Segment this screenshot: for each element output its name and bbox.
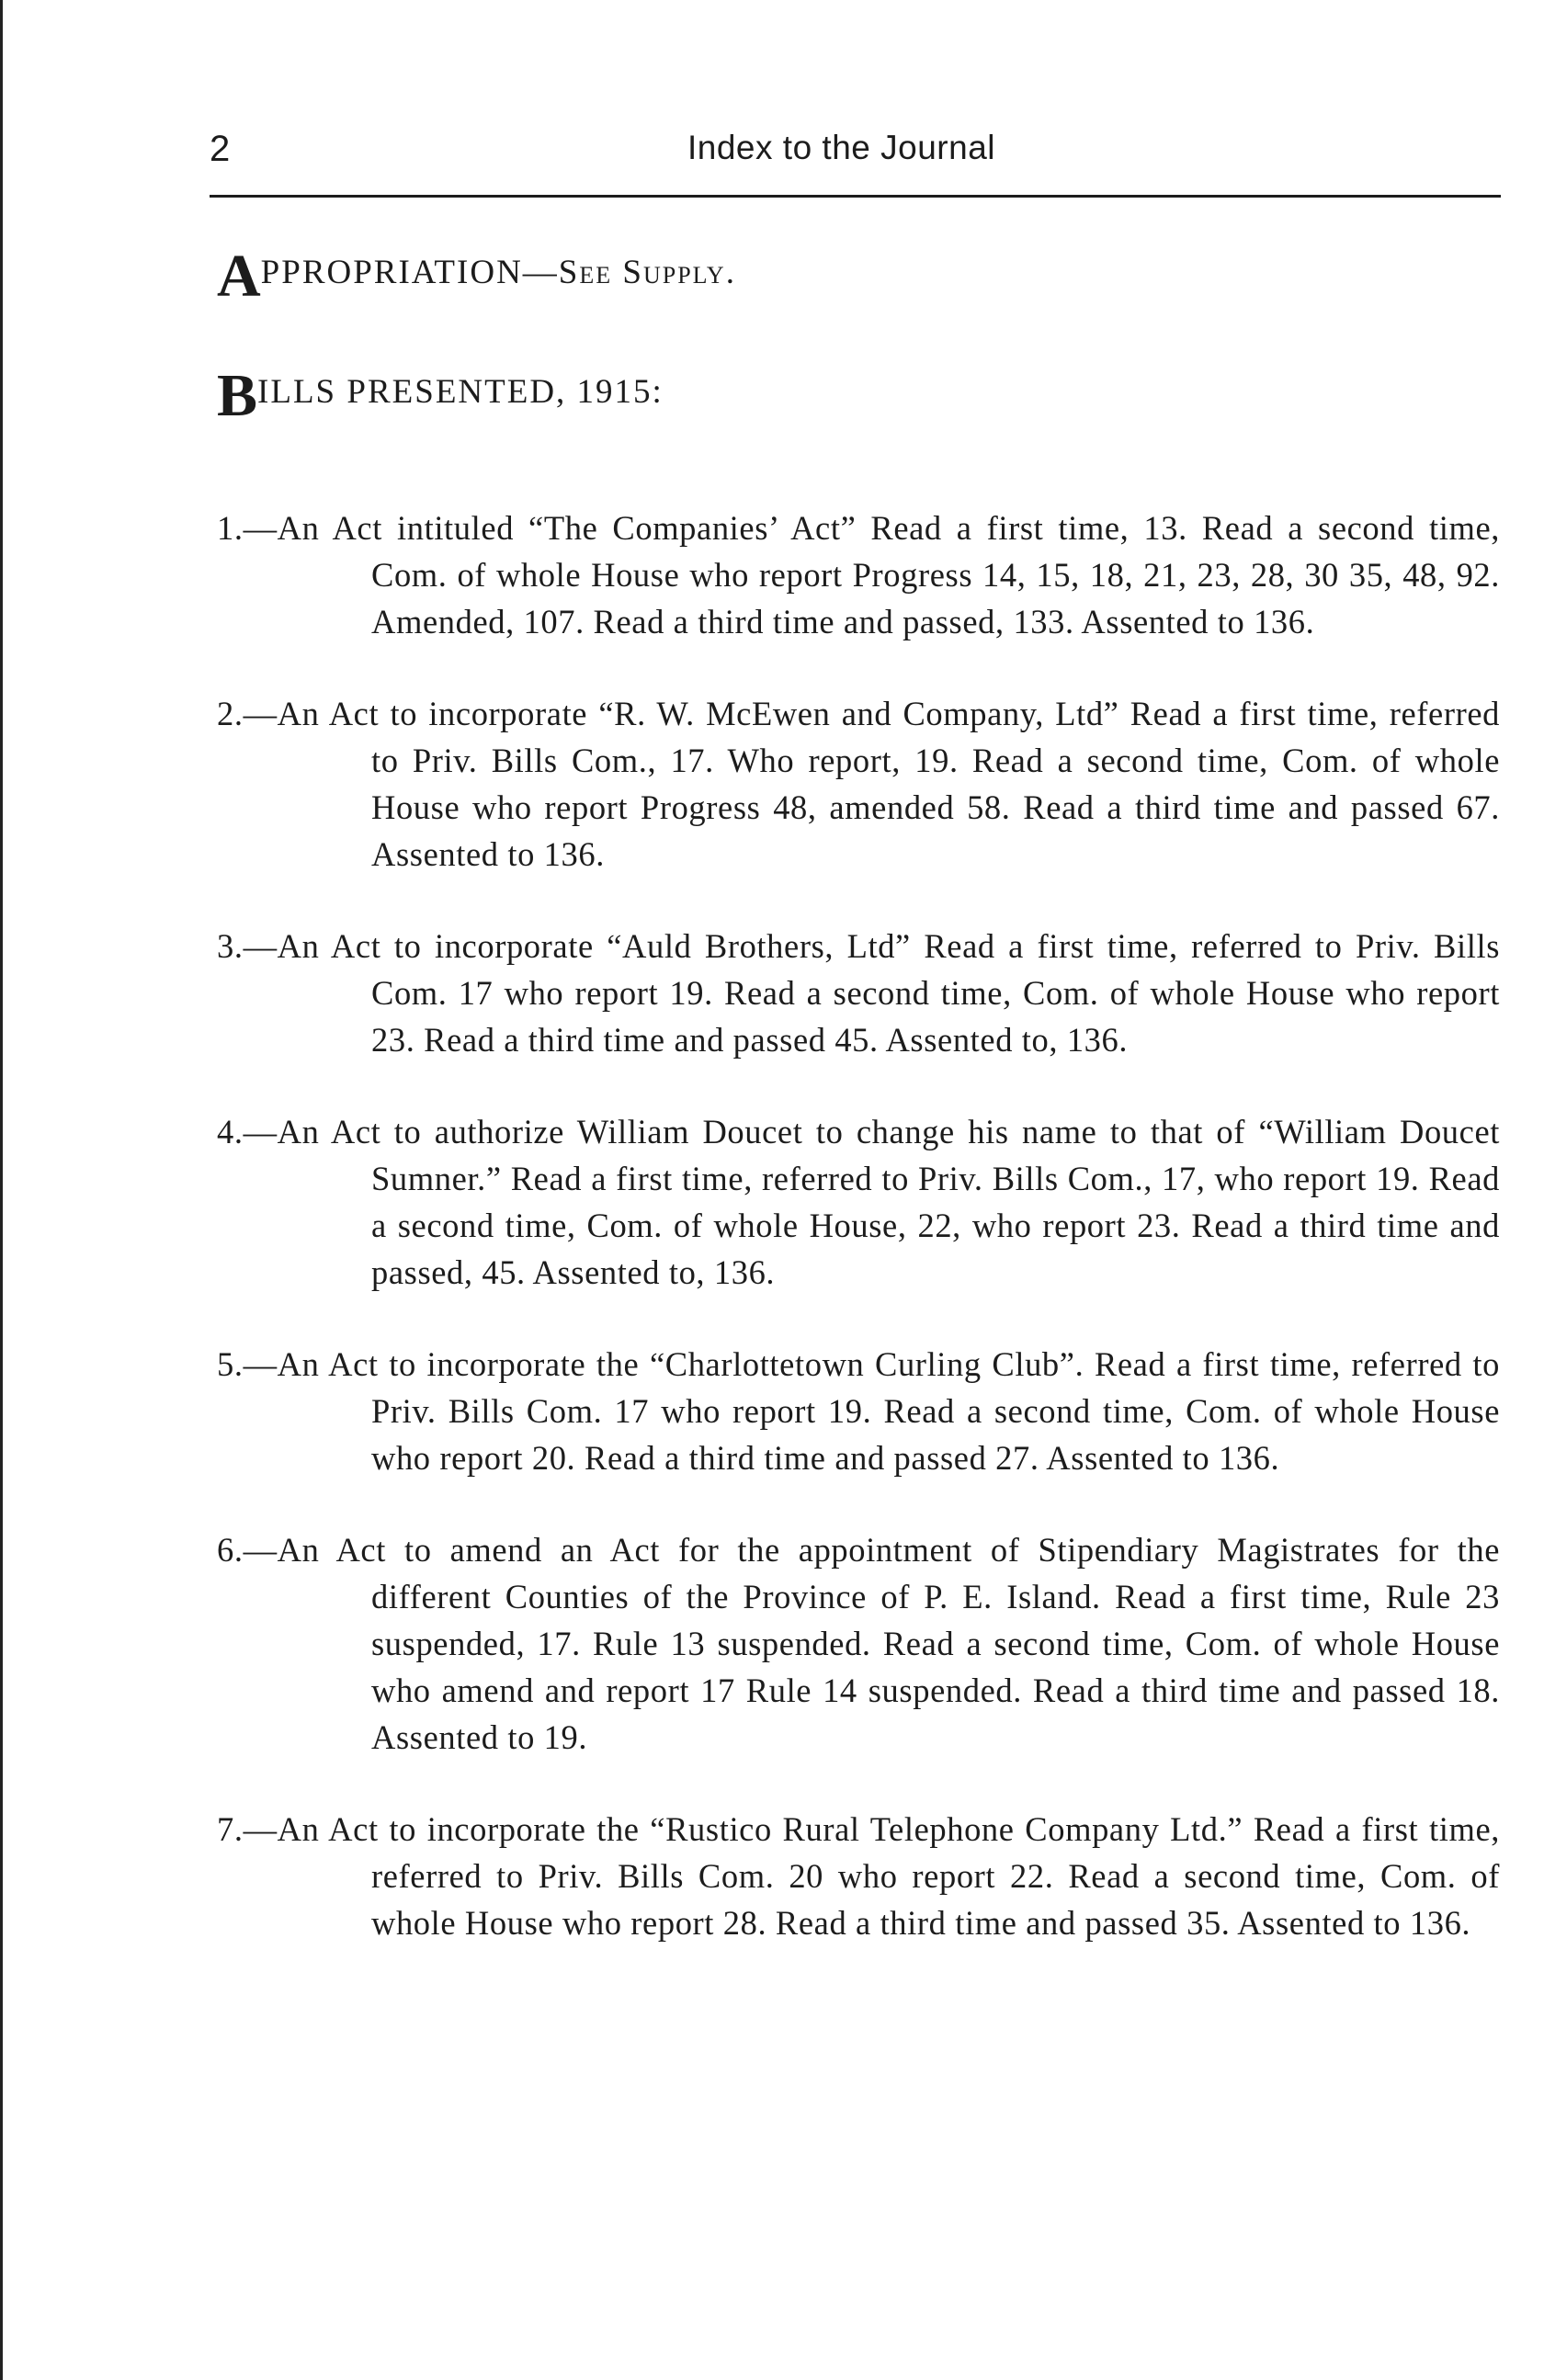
page-number: 2	[210, 129, 231, 169]
running-title: Index to the Journal	[687, 129, 995, 166]
heading-appropriation-initial: A	[217, 243, 261, 310]
bill-entry-1: 1.—An Act intituled “The Companies’ Act” Read a first time, 13. Read a second time, Com. of whole House who report Progress 14, 15, 18, 21, 23, 28, 30 35, 48, 92. Amended, 107. Read a third time and passed, 133. Assented to 136.	[217, 508, 1500, 640]
heading-bills-initial: B	[217, 362, 258, 429]
heading-bills-text: ILLS PRESENTED, 1915:	[257, 373, 664, 411]
heading-bills-presented	[217, 362, 664, 429]
page-edge-rule	[0, 0, 3, 2380]
bill-entries-list	[217, 470, 1500, 1991]
bill-entry-5: 5.—An Act to incorporate the “Charlottetown Curling Club”. Read a first time, referred to Priv. Bills Com. 17 who report 19. Read a second time, Com. of whole House who report 20. Read a third time and passed 27. Assented to 136.	[217, 1344, 1500, 1477]
heading-appropriation-text: PPROPRIATION—See Supply.	[260, 254, 736, 291]
bill-entry-6: 6.—An Act to amend an Act for the appointment of Stipendiary Magistrates for the different Counties of the Province of P. E. Island. Read a first time, Rule 23 suspended, 17. Rule 13 suspended. Read a second time, Com. of whole House who amend and report 17 Rule 14 suspended. Read a third time and passed 18. Assented to 19.	[217, 1530, 1500, 1756]
header-rule	[210, 195, 1501, 198]
page-header	[210, 129, 1501, 184]
bill-entry-7: 7.—An Act to incorporate the “Rustico Rural Telephone Company Ltd.” Read a first time, referred to Priv. Bills Com. 20 who report 22. Read a second time, Com. of whole House who report 28. Read a third time and passed 35. Assented to 136.	[217, 1809, 1500, 1942]
bill-entry-3: 3.—An Act to incorporate “Auld Brothers, Ltd” Read a first time, referred to Priv. Bills Com. 17 who report 19. Read a second time, Com. of whole House who report 23. Read a third time and passed 45. Assented to, 136.	[217, 926, 1500, 1059]
bill-entry-2: 2.—An Act to incorporate “R. W. McEwen and Company, Ltd” Read a first time, referred to Priv. Bills Com., 17. Who report, 19. Read a second time, Com. of whole House who report Progress 48, amended 58. Read a third time and passed 67. Assented to 136.	[217, 694, 1500, 873]
bill-entry-4: 4.—An Act to authorize William Doucet to change his name to that of “William Doucet Sumner.” Read a first time, referred to Priv. Bills Com., 17, who report 19. Read a second time, Com. of whole House, 22, who report 23. Read a third time and passed, 45. Assented to, 136.	[217, 1112, 1500, 1291]
heading-appropriation	[217, 243, 736, 310]
